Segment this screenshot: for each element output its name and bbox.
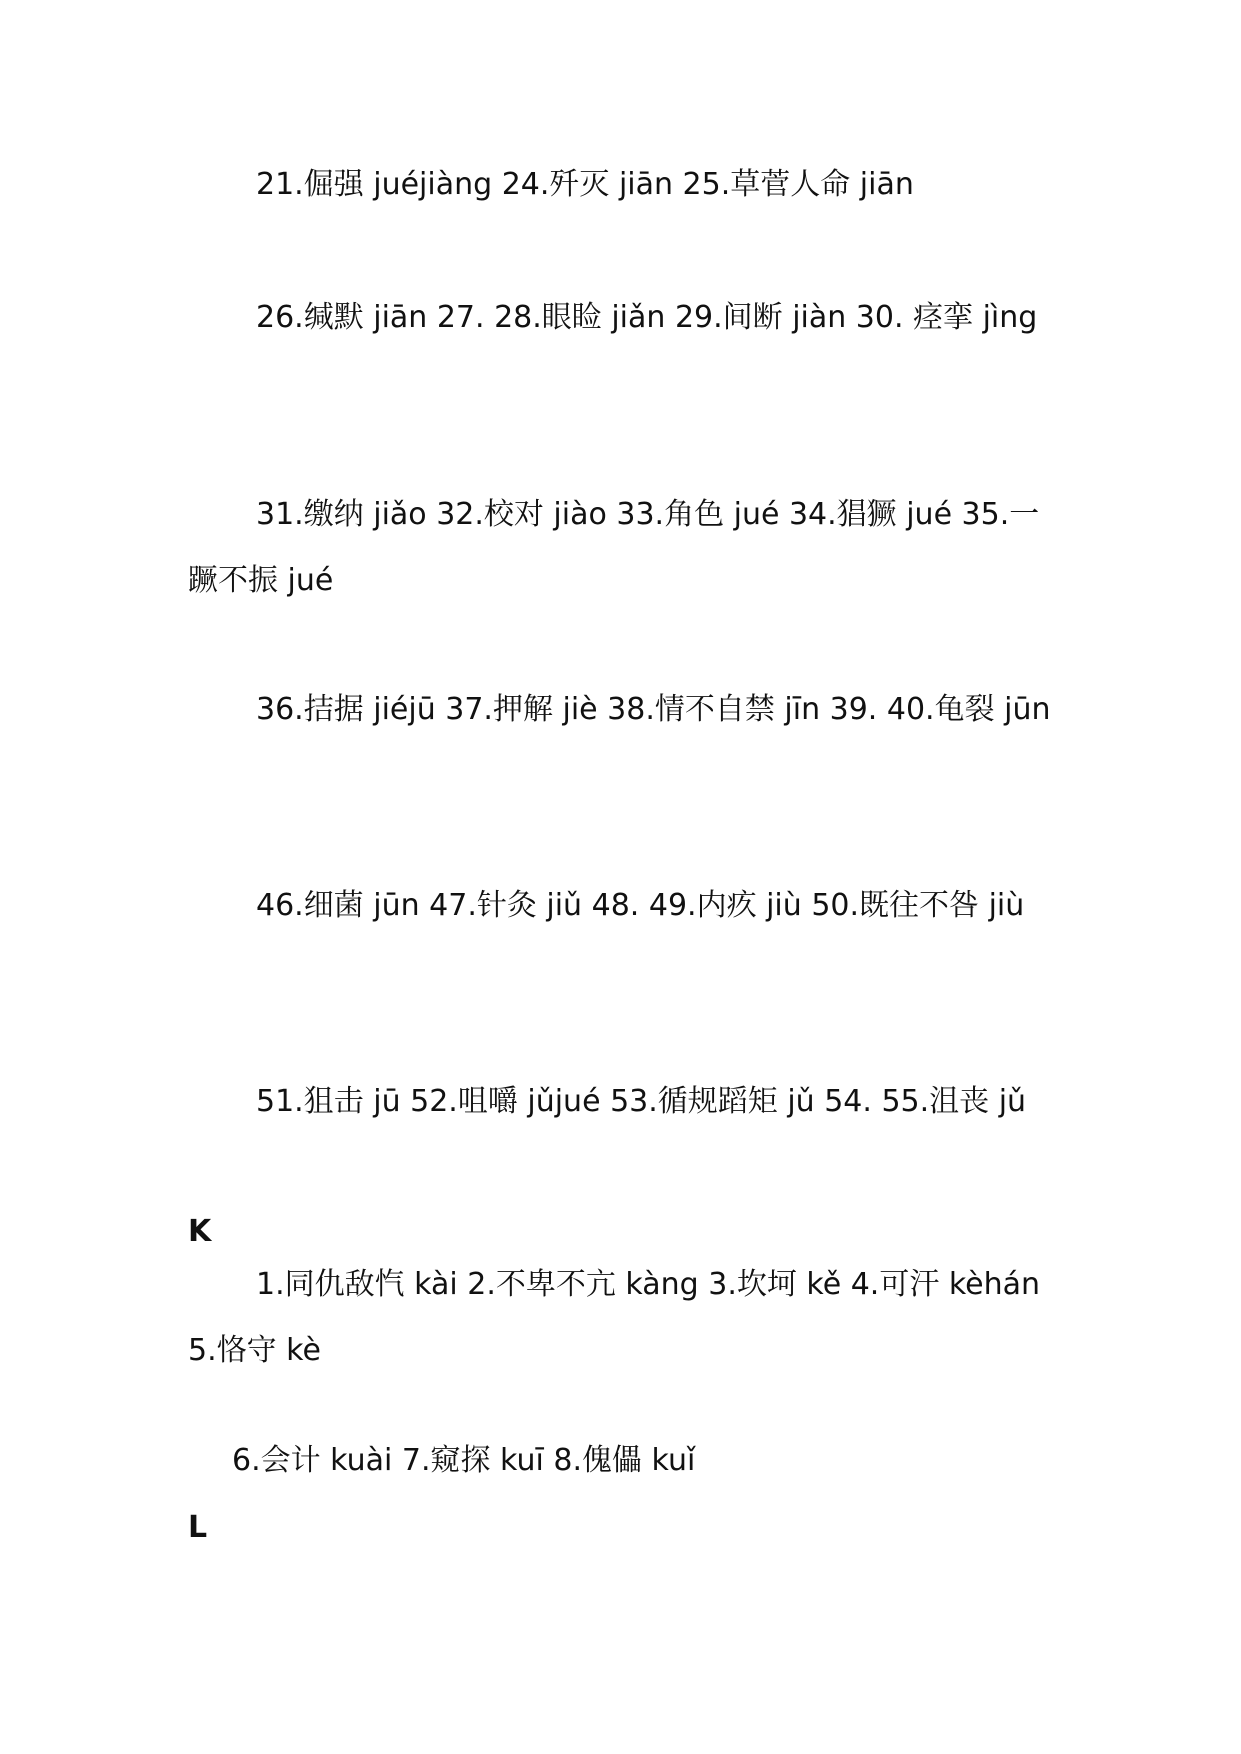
paragraph-text: 1.同仇敌忾 kài 2.不卑不亢 kàng 3.坎坷 kě 4.可汗 kèhán 5.恪守 kè [188,1267,1041,1368]
paragraph-text: 36.拮据 jiéjū 37.押解 jiè 38.情不自禁 jīn 39. 40.龟裂 jūn [256,692,1051,727]
paragraph-text: 46.细菌 jūn 47.针灸 jiǔ 48. 49.内疚 jiù 50.既往不咎 jiù [256,888,1025,923]
pinyin-paragraph [188,677,1068,743]
paragraph-text: 31.缴纳 jiǎo 32.校对 jiào 33.角色 jué 34.猖獗 jué 35.一蹶不振 jué [188,497,1040,598]
paragraph-text: 26.缄默 jiān 27. 28.眼睑 jiǎn 29.间断 jiàn 30. 痉挛 jìng [256,300,1038,335]
pinyin-paragraph [188,1069,1068,1135]
pinyin-paragraph [188,482,1068,614]
pinyin-paragraph [188,1252,1068,1384]
pinyin-paragraph [188,152,1068,218]
pinyin-paragraph [188,1428,1068,1494]
pinyin-paragraph [188,873,1068,939]
paragraph-text: 21.倔强 juéjiàng 24.歼灭 jiān 25.草菅人命 jiān [256,167,914,202]
section-heading-k: K [188,1214,212,1249]
section-heading-l: L [188,1510,208,1545]
pinyin-paragraph [188,285,1068,351]
paragraph-text: 6.会计 kuài 7.窥探 kuī 8.傀儡 kuǐ [232,1443,696,1478]
paragraph-text: 51.狙击 jū 52.咀嚼 jǔjué 53.循规蹈矩 jǔ 54. 55.沮丧 jǔ [256,1084,1027,1119]
